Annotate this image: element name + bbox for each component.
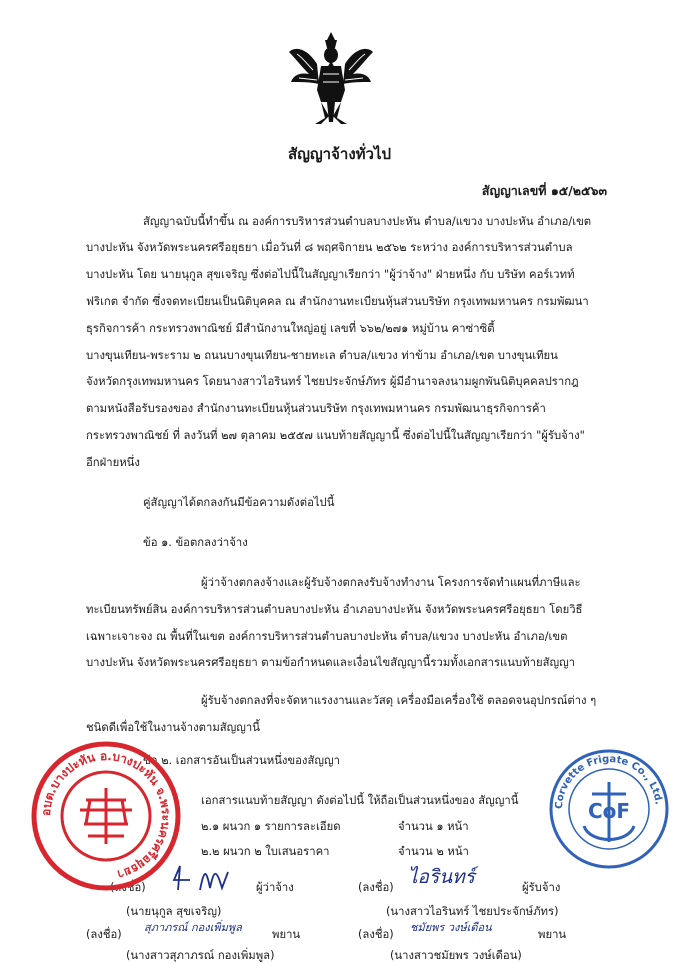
sign-prefix: (ลงชื่อ) <box>358 928 394 941</box>
paragraph-line: ชนิดดีเพื่อใช้ในงานจ้างตามสัญญานี้ <box>86 721 260 734</box>
paragraph-line: สัญญาฉบับนี้ทำขึ้น ณ องค์การบริหารส่วนตำบลบางปะหัน ตำบล/แขวง บางปะหัน อำเภอ/เขต <box>143 215 592 228</box>
attachment-qty: จำนวน ๑ หน้า <box>398 820 469 833</box>
attachment-qty: จำนวน ๒ หน้า <box>398 845 469 858</box>
paragraph-line: ฟริเกต จำกัด ซึ่งจดทะเบียนเป็นนิติบุคคล ณ สำนักงานทะเบียนหุ้นส่วนบริษัท กรุงเทพมหานคร กรมพัฒนา <box>86 295 589 308</box>
paragraph-line: บางปะหัน โดย นายนุกูล สุขเจริญ ซึ่งต่อไปนี้ในสัญญาเรียกว่า "ผู้ว่าจ้าง" ฝ่ายหนึ่ง กับ บริษัท คอร์เวทท์ <box>86 268 575 281</box>
seal-logo: CoF <box>587 799 631 823</box>
contractor-signature: ไอรินทร์ <box>408 866 475 888</box>
witness-2-name: (นางสาวชมัยพร วงษ์เดือน) <box>390 949 522 962</box>
paragraph-line: กระทรวงพาณิชย์ ที่ ลงวันที่ ๒๗ ตุลาคม ๒๕๕๗ แนบท้ายสัญญานี้ ซึ่งต่อไปนี้ในสัญญาเรียกว่า "ผู้รับจ้าง" <box>86 429 585 442</box>
paragraph-line: ทะเบียนทรัพย์สิน องค์การบริหารส่วนตำบลบางปะหัน อำเภอบางปะหัน จังหวัดพระนครศรีอยุธยา โดยวิธี <box>86 603 583 616</box>
garuda-emblem-icon <box>287 28 375 128</box>
clause-1-title: ข้อ ๑. ข้อตกลงว่าจ้าง <box>143 536 248 549</box>
agreement-line: คู่สัญญาได้ตกลงกันมีข้อความดังต่อไปนี้ <box>143 496 335 509</box>
contract-number: สัญญาเลขที่ ๑๕/๒๕๖๓ <box>481 183 607 198</box>
paragraph-line: บางขุนเทียน-พระราม ๒ ถนนบางขุนเทียน-ชายทะเล ตำบล/แขวง ท่าข้าม อำเภอ/เขต บางขุนเทียน <box>86 349 558 362</box>
witness-1-name: (นางสาวสุภาภรณ์ กองเพิ่มพูล) <box>126 949 275 962</box>
paragraph-line: ผู้รับจ้างตกลงที่จะจัดหาแรงงานและวัสดุ เครื่องมือเครื่องใช้ ตลอดจนอุปกรณ์ต่าง ๆ <box>201 694 597 707</box>
contractor-role: ผู้รับจ้าง <box>522 881 561 894</box>
attachment-label: ๒.๒ ผนวก ๒ ใบเสนอราคา <box>201 845 330 858</box>
employer-role: ผู้ว่าจ้าง <box>256 881 294 894</box>
paragraph-line: บางปะหัน จังหวัดพระนครศรีอยุธยา ตามข้อกำหนดและเงื่อนไขสัญญานี้รวมทั้งเอกสารแนบท้ายสัญญา <box>86 656 576 669</box>
sign-prefix: (ลงชื่อ) <box>86 928 122 941</box>
document-title: สัญญาจ้างทั่วไป <box>287 145 392 163</box>
seal-text: อบต.บางปะหัน อ.บางปะหัน จ.พระนครศรีอยุธยา <box>38 748 174 882</box>
paragraph-line: ตามหนังสือรับรองของ สำนักงานทะเบียนหุ้นส่วนบริษัท กรุงเทพมหานคร กรมพัฒนาธุรกิจการค้า <box>86 402 546 415</box>
contractor-name: (นางสาวไอรินทร์ ไชยประจักษ์ภัทร) <box>386 905 559 918</box>
company-seal-icon <box>548 748 670 870</box>
witness-1-signature: สุภาภรณ์ กองเพิ่มพูล <box>144 921 242 934</box>
organization-seal-icon <box>30 740 182 892</box>
paragraph-line: อีกฝ่ายหนึ่ง <box>86 456 140 469</box>
seal-text: Corvette Frigate Co., Ltd. <box>553 753 664 810</box>
paragraph-line: ธุรกิจการค้า กระทรวงพาณิชย์ มีสำนักงานใหญ่อยู่ เลขที่ ๖๖๒/๒๗๑ หมู่บ้าน คาซ่าซิตี้ <box>86 322 495 335</box>
paragraph-line: ผู้ว่าจ้างตกลงจ้างและผู้รับจ้างตกลงรับจ้างทำงาน โครงการจัดทำแผนที่ภาษีและ <box>201 576 581 589</box>
witness-2-signature: ชมัยพร วงษ์เดือน <box>410 921 492 934</box>
sign-prefix: (ลงชื่อ) <box>358 881 394 894</box>
paragraph-line: เฉพาะเจาะจง ณ พื้นที่ในเขต องค์การบริหารส่วนตำบลบางปะหัน ตำบล/แขวง บางปะหัน อำเภอ/เขต <box>86 630 568 643</box>
paragraph-line: บางปะหัน จังหวัดพระนครศรีอยุธยา เมื่อวันที่ ๘ พฤศจิกายน ๒๕๖๒ ระหว่าง องค์การบริหารส่วนตำบล <box>86 241 573 254</box>
clause-2-intro: เอกสารแนบท้ายสัญญา ดังต่อไปนี้ ให้ถือเป็นส่วนหนึ่งของ สัญญานี้ <box>201 794 519 807</box>
witness-role: พยาน <box>538 928 567 941</box>
employer-name: (นายนุกูล สุขเจริญ) <box>126 905 222 918</box>
paragraph-line: จังหวัดกรุงเทพมหานคร โดยนางสาวไอรินทร์ ไชยประจักษ์ภัทร ผู้มีอำนาจลงนามผูกพันนิติบุคคลปรากฎ <box>86 375 579 388</box>
attachment-label: ๒.๑ ผนวก ๑ รายการละเอียด <box>201 820 341 833</box>
clause-2-title: ข้อ ๒. เอกสารอันเป็นส่วนหนึ่งของสัญญา <box>143 754 340 767</box>
sign-prefix: (ลงชื่อ) <box>110 881 146 894</box>
witness-role: พยาน <box>272 928 301 941</box>
